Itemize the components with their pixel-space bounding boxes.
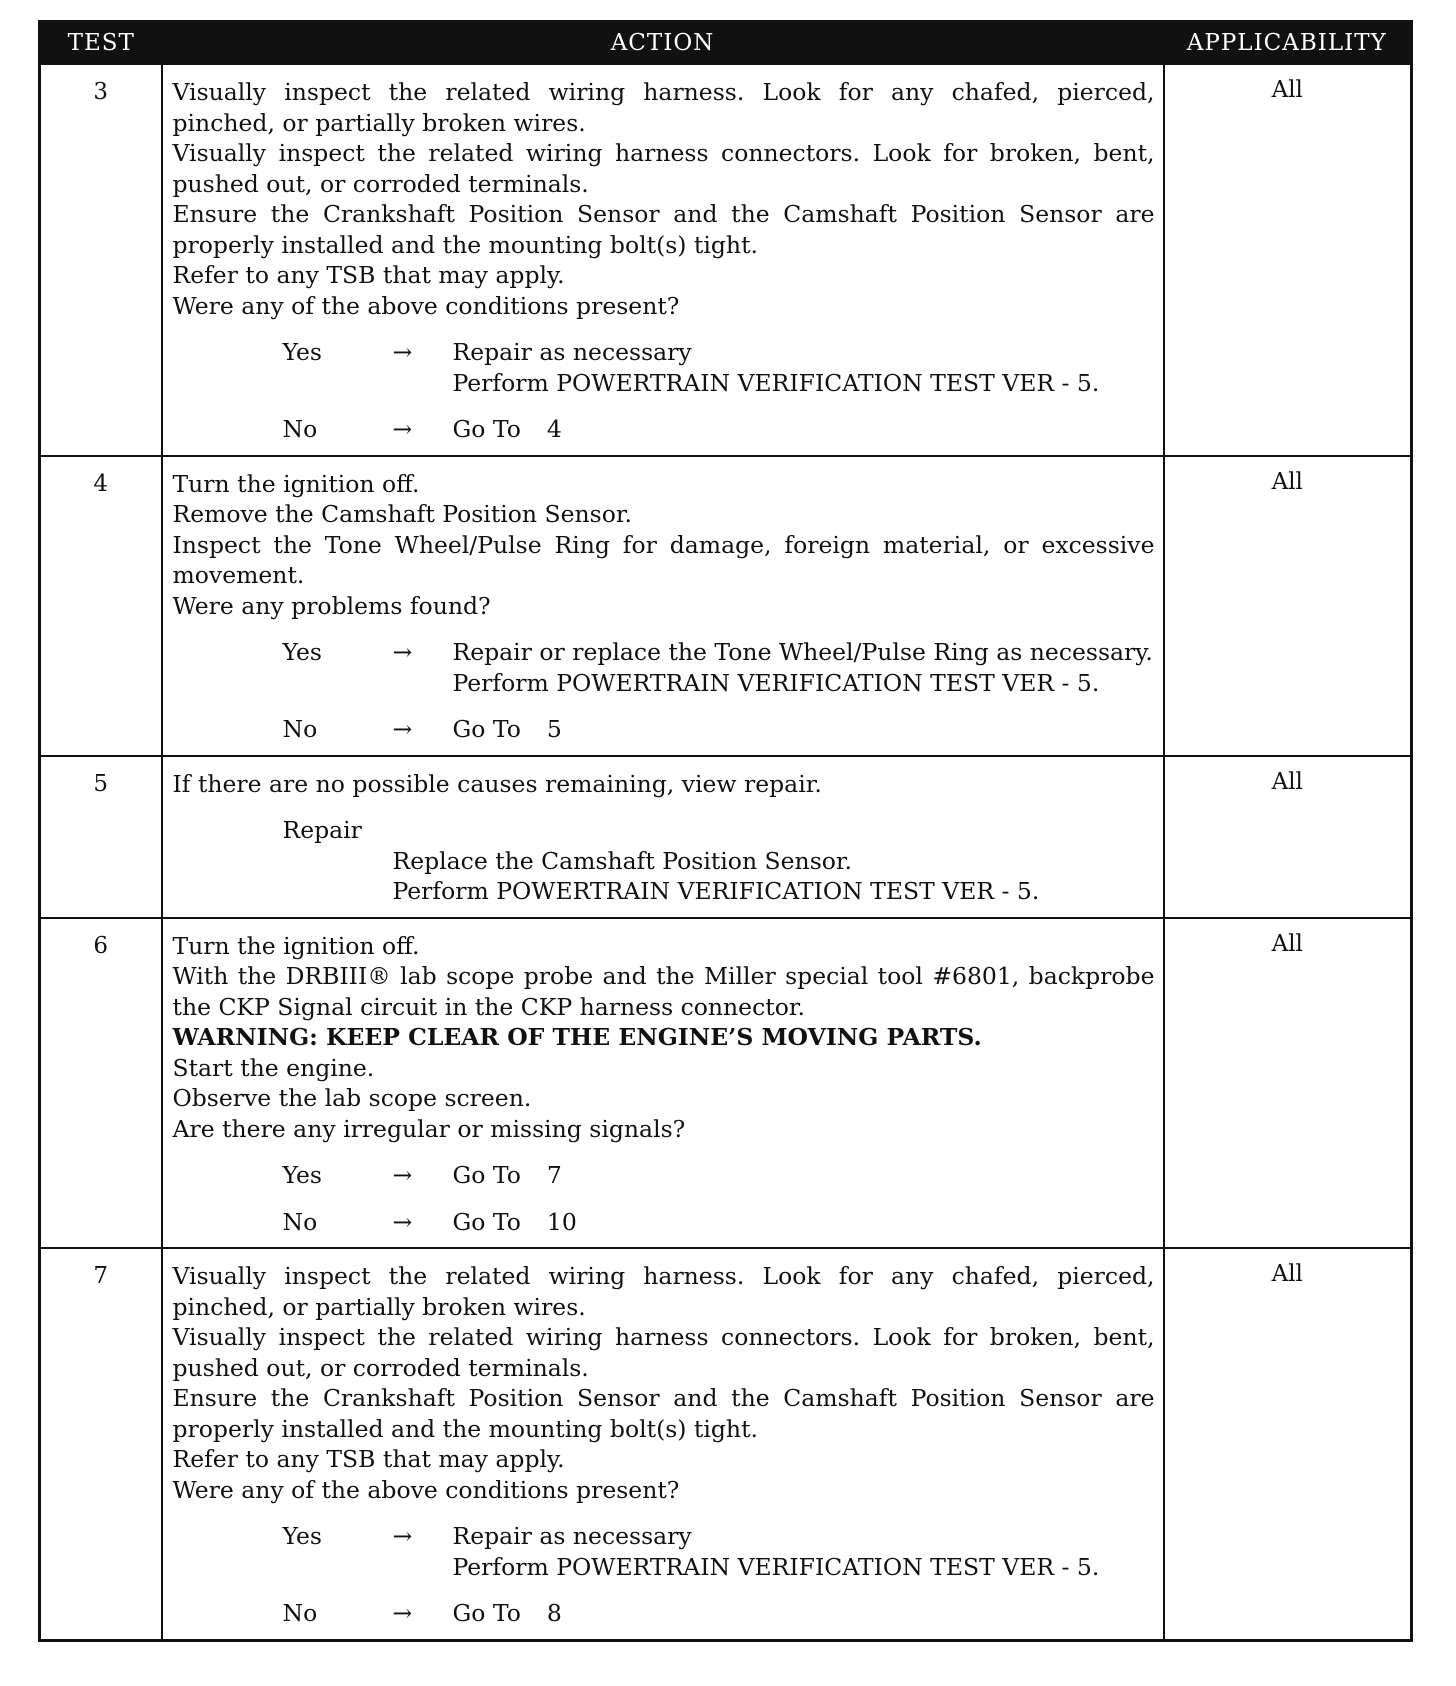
- applicability-value: All: [1164, 1248, 1412, 1640]
- no-text: [453, 714, 1155, 745]
- yes-text: [453, 637, 1155, 698]
- action-line: Inspect the Tone Wheel/Pulse Ring for damage, foreign material, or excessive movement.: [172, 530, 1155, 589]
- arrow-icon: →: [392, 1522, 413, 1550]
- no-result: [283, 714, 1155, 745]
- goto-text: Go To: [452, 415, 521, 443]
- test-action: [162, 756, 1164, 918]
- yes-result: [283, 337, 1155, 398]
- goto-number: 4: [546, 415, 562, 443]
- yes-text: [453, 1521, 1155, 1582]
- test-action: [162, 1248, 1164, 1640]
- yes-label: Yes: [282, 638, 322, 666]
- test-row-5: [40, 756, 1412, 918]
- yes-text-line: Repair or replace the Tone Wheel/Pulse Ring as necessary.: [452, 638, 1153, 666]
- arrow-icon: →: [392, 715, 413, 743]
- action-line: Turn the ignition off.: [172, 469, 420, 498]
- action-line: Ensure the Crankshaft Position Sensor and the Camshaft Position Sensor are properly installed and the mounting bolt(s) tight.: [172, 1384, 1155, 1443]
- applicability-value: All: [1164, 456, 1412, 756]
- yes-result: [283, 1160, 1155, 1191]
- action-line: If there are no possible causes remaining, view repair.: [172, 769, 822, 798]
- table-header-row: [40, 22, 1412, 65]
- goto-number: 7: [546, 1161, 562, 1189]
- goto-number: 8: [546, 1599, 562, 1627]
- repair-line: Perform POWERTRAIN VERIFICATION TEST VER - 5.: [392, 877, 1040, 905]
- warning-text: WARNING: KEEP CLEAR OF THE ENGINE’S MOVING PARTS.: [172, 1023, 982, 1051]
- action-line: Were any of the above conditions present?: [172, 1475, 680, 1504]
- no-result: [283, 1207, 1155, 1238]
- yes-text: [453, 337, 1155, 398]
- yes-text-line: Perform POWERTRAIN VERIFICATION TEST VER - 5.: [452, 668, 1100, 697]
- action-line: Remove the Camshaft Position Sensor.: [172, 500, 633, 528]
- header-applicability: APPLICABILITY: [1164, 22, 1412, 65]
- no-text: [453, 1598, 1155, 1629]
- action-line: Start the engine.: [172, 1053, 375, 1082]
- test-number: 4: [40, 456, 162, 756]
- no-label: No: [282, 715, 318, 743]
- applicability-value: All: [1164, 918, 1412, 1249]
- yes-text-line: Perform POWERTRAIN VERIFICATION TEST VER - 5.: [452, 1552, 1100, 1581]
- test-number: 3: [40, 64, 162, 456]
- arrow-icon: →: [392, 415, 413, 443]
- goto-number: 5: [546, 715, 562, 743]
- header-test: TEST: [40, 22, 162, 65]
- yes-result: [283, 1521, 1155, 1582]
- action-line: Visually inspect the related wiring harness. Look for any chafed, pierced, pinched, or partially broken wires.: [172, 1262, 1155, 1321]
- test-number: 5: [40, 756, 162, 918]
- goto-text: Go To: [452, 1207, 521, 1236]
- no-text: [453, 414, 1155, 445]
- applicability-value: All: [1164, 756, 1412, 918]
- yes-text-line: Repair as necessary: [452, 1522, 692, 1550]
- no-result: [283, 414, 1155, 445]
- action-line: Ensure the Crankshaft Position Sensor and the Camshaft Position Sensor are properly installed and the mounting bolt(s) tight.: [172, 200, 1155, 259]
- action-line: Were any problems found?: [172, 591, 491, 620]
- test-action: [162, 64, 1164, 456]
- arrow-icon: →: [392, 1207, 413, 1236]
- applicability-value: All: [1164, 64, 1412, 456]
- no-result: [283, 1598, 1155, 1629]
- yes-label: Yes: [282, 1161, 322, 1189]
- action-line: Refer to any TSB that may apply.: [172, 261, 565, 289]
- action-line: With the DRBIII® lab scope probe and the Miller special tool #6801, backprobe the CKP Signal circuit in the CKP harness connector.: [172, 962, 1155, 1021]
- no-label: No: [282, 1207, 318, 1236]
- arrow-icon: →: [392, 1599, 413, 1627]
- no-text: [453, 1207, 1155, 1238]
- test-action: [162, 918, 1164, 1249]
- goto-text: Go To: [452, 715, 521, 743]
- yes-text: [453, 1160, 1155, 1191]
- header-action: ACTION: [162, 22, 1164, 65]
- test-action: [162, 456, 1164, 756]
- yes-text-line: Repair as necessary: [452, 338, 692, 366]
- diagnostic-test-table: [38, 20, 1413, 1642]
- arrow-icon: →: [392, 638, 413, 666]
- action-line: Observe the lab scope screen.: [172, 1084, 532, 1112]
- test-number: 7: [40, 1248, 162, 1640]
- no-label: No: [282, 415, 318, 443]
- goto-text: Go To: [452, 1599, 521, 1627]
- action-line: Are there any irregular or missing signals?: [172, 1114, 686, 1143]
- action-line: Visually inspect the related wiring harness connectors. Look for broken, bent, pushed out, or corroded terminals.: [172, 1323, 1155, 1382]
- arrow-icon: →: [392, 338, 413, 366]
- test-row-4: [40, 456, 1412, 756]
- repair-label: Repair: [282, 816, 362, 844]
- repair-line: Replace the Camshaft Position Sensor.: [392, 846, 853, 875]
- action-line: Visually inspect the related wiring harness. Look for any chafed, pierced, pinched, or partially broken wires.: [172, 78, 1155, 137]
- arrow-icon: →: [392, 1161, 413, 1189]
- goto-text: Go To: [452, 1161, 521, 1189]
- action-line: Turn the ignition off.: [172, 931, 420, 960]
- yes-label: Yes: [282, 1522, 322, 1550]
- action-line: Were any of the above conditions present?: [172, 291, 680, 320]
- test-row-7: [40, 1248, 1412, 1640]
- goto-number: 10: [546, 1207, 577, 1236]
- test-row-6: [40, 918, 1412, 1249]
- test-row-3: [40, 64, 1412, 456]
- action-line: Visually inspect the related wiring harness connectors. Look for broken, bent, pushed out, or corroded terminals.: [172, 139, 1155, 198]
- no-label: No: [282, 1599, 318, 1627]
- yes-label: Yes: [282, 338, 322, 366]
- yes-result: [283, 637, 1155, 698]
- test-number: 6: [40, 918, 162, 1249]
- yes-text-line: Perform POWERTRAIN VERIFICATION TEST VER - 5.: [452, 368, 1100, 397]
- action-line: Refer to any TSB that may apply.: [172, 1445, 565, 1473]
